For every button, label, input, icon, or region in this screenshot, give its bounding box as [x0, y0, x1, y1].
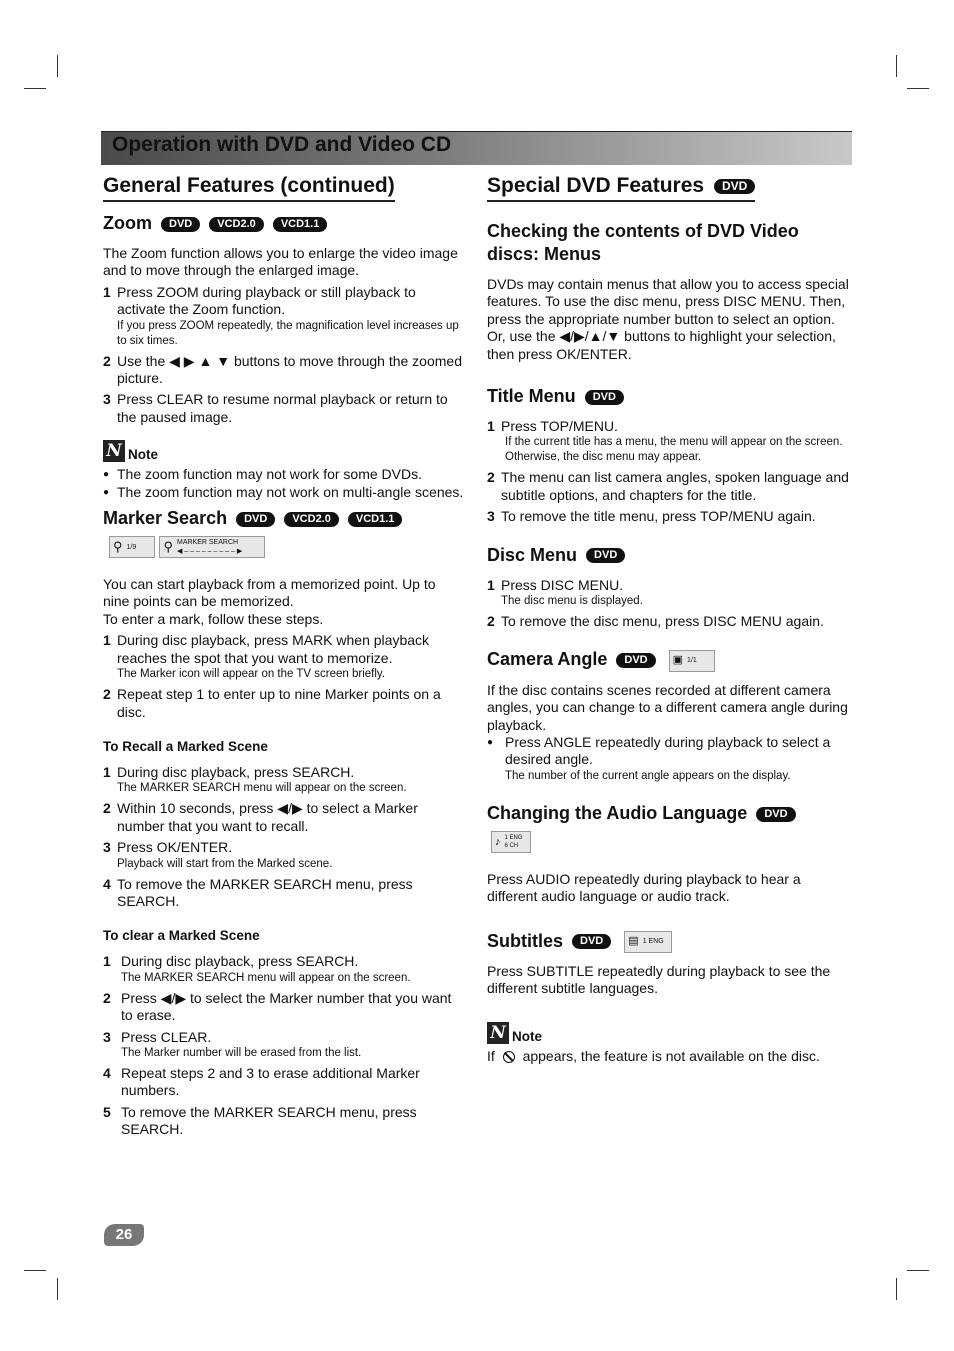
clear-step: 2 Press ◀/▶ to select the Marker number that you want to erase. — [103, 989, 452, 1024]
marker-step: 2 Repeat step 1 to enter up to nine Marker points on a disc. — [103, 686, 441, 720]
crop-mark — [24, 88, 46, 89]
recall-step: 3 Press OK/ENTER. — [103, 839, 233, 856]
camera-angle-heading: Camera Angle DVD ▣ 1/1 — [487, 648, 849, 671]
disc-menu-step: 2 To remove the disc menu, press DISC MENU again. — [487, 613, 824, 630]
title-menu-step-detail: If the current title has a menu, the menu will appear on the screen. Otherwise, the disc menu may appear. — [505, 436, 843, 464]
dvd-badge: DVD — [714, 179, 755, 194]
marker-step-detail: The Marker icon will appear on the TV screen briefly. — [117, 668, 386, 681]
right-note-text: If appears, the feature is not available on the disc. — [487, 1047, 820, 1064]
camera-angle-detail: The number of the current angle appears on the display. — [505, 769, 791, 782]
audio-osd: ♪ 1 ENG 6 CH — [491, 831, 531, 853]
crop-mark — [57, 55, 58, 77]
audio-icon: ♪ — [495, 835, 501, 848]
marker-title: Marker Search — [103, 508, 228, 529]
clear-heading: To clear a Marked Scene — [103, 928, 260, 944]
marker-search-osd: ⚲ MARKER SEARCH ◀ – – – – – – – – – ▶ — [159, 536, 265, 558]
clear-step: 3 Press CLEAR. — [103, 1028, 212, 1045]
angle-osd: ▣ 1/1 — [669, 650, 715, 672]
page-number: 26 — [104, 1224, 144, 1246]
camera-icon: ▣ — [672, 654, 684, 667]
recall-heading: To Recall a Marked Scene — [103, 738, 268, 754]
dvd-badge: DVD — [585, 390, 624, 405]
clear-step: 4 Repeat steps 2 and 3 to erase additional Marker numbers. — [103, 1064, 420, 1099]
dvd-badge: DVD — [756, 807, 795, 822]
marker-intro: To enter a mark, follow these steps. — [103, 610, 324, 627]
audio-language-text: Press AUDIO repeatedly during playback to hear a different audio language or audio track. — [487, 870, 801, 905]
title-menu-step: 3 To remove the title menu, press TOP/MENU again. — [487, 508, 816, 525]
page-title: Operation with DVD and Video CD — [112, 133, 452, 156]
clear-step: 5 To remove the MARKER SEARCH menu, press SEARCH. — [103, 1103, 417, 1138]
dvd-badge: DVD — [586, 548, 625, 563]
menus-text: DVDs may contain menus that allow you to access special features. To use the disc menu, press DISC MENU. Then, press the appropriate number button to select an option. Or, use the ◀/▶/▲/▼ buttons to highlight your selection, then press OK/ENTER. — [487, 276, 849, 362]
marker-icon: ⚲ — [163, 539, 173, 555]
subtitles-text: Press SUBTITLE repeatedly during playback to see the different subtitle languages. — [487, 962, 831, 997]
vcd11-badge: VCD1.1 — [273, 217, 328, 232]
note-item: ● The zoom function may not work on multi-angle scenes. — [103, 484, 465, 501]
dvd-badge: DVD — [236, 512, 275, 527]
marker-osd: ⚲ 1/9 — [109, 536, 155, 558]
vcd11-badge: VCD1.1 — [348, 512, 403, 527]
note-label: Note — [128, 447, 158, 463]
right-column — [487, 170, 849, 1065]
zoom-heading — [103, 212, 465, 235]
crop-mark — [896, 55, 897, 77]
note-icon: N — [487, 1022, 509, 1044]
zoom-step: 1 Press ZOOM during playback or still playback to activate the Zoom function. — [103, 283, 416, 318]
clear-step-detail: The MARKER SEARCH menu will appear on the screen. — [121, 971, 411, 984]
recall-step: 4 To remove the MARKER SEARCH menu, press SEARCH. — [103, 875, 413, 909]
marker-heading — [103, 507, 465, 530]
special-features-heading: Special DVD Features DVD — [487, 174, 755, 202]
subtitle-icon: ▤ — [628, 935, 639, 948]
disc-menu-step-detail: The disc menu is displayed. — [501, 595, 643, 608]
menus-heading: Checking the contents of DVD Video discs: Menus — [487, 221, 799, 264]
dvd-badge: DVD — [572, 934, 611, 949]
subtitles-heading: Subtitles DVD ▤ 1 ENG — [487, 930, 849, 953]
zoom-step-detail: If you press ZOOM repeatedly, the magnification level increases up to six times. — [117, 319, 459, 347]
marker-step: 1 During disc playback, press MARK when playback reaches the spot that you want to memorize. — [103, 632, 430, 666]
zoom-note — [103, 440, 465, 462]
camera-angle-text: If the disc contains scenes recorded at different camera angles, you can change to a different camera angle during playback. — [487, 681, 848, 733]
zoom-step: 3 Press CLEAR to resume normal playback or return to the paused image. — [103, 391, 448, 425]
vcd20-badge: VCD2.0 — [284, 512, 339, 527]
audio-osd-row — [491, 831, 849, 853]
crop-mark — [57, 1278, 58, 1300]
crop-mark — [896, 1278, 897, 1300]
title-menu-step: 2 The menu can list camera angles, spoken language and subtitle options, and chapters for the title. — [487, 469, 849, 503]
marker-icon: ⚲ — [113, 539, 123, 555]
dvd-badge: DVD — [161, 217, 200, 232]
clear-step: 1 During disc playback, press SEARCH. — [103, 953, 359, 970]
section-heading: General Features (continued) — [103, 174, 395, 202]
note-icon: N — [103, 440, 125, 462]
vcd20-badge: VCD2.0 — [209, 217, 264, 232]
prohibited-icon — [503, 1051, 515, 1063]
title-menu-step: 1 Press TOP/MENU. — [487, 418, 618, 435]
right-note — [487, 1022, 849, 1044]
recall-step-detail: Playback will start from the Marked scene. — [117, 857, 333, 870]
recall-step: 1 During disc playback, press SEARCH. — [103, 763, 355, 780]
zoom-intro: The Zoom function allows you to enlarge the video image and to move through the enlarged image. — [103, 245, 458, 279]
marker-osd-row — [109, 536, 465, 558]
camera-angle-bullet: ● Press ANGLE repeatedly during playback to select a desired angle. — [487, 734, 849, 769]
dvd-badge: DVD — [616, 653, 655, 668]
crop-mark — [907, 88, 929, 89]
crop-mark — [24, 1270, 46, 1271]
clear-step-detail: The Marker number will be erased from the list. — [121, 1046, 362, 1059]
note-label: Note — [512, 1028, 542, 1044]
audio-language-heading: Changing the Audio Language DVD — [487, 802, 849, 825]
zoom-title: Zoom — [103, 213, 152, 233]
disc-menu-heading: Disc Menu DVD — [487, 544, 849, 567]
left-column — [103, 170, 465, 1139]
recall-step-detail: The MARKER SEARCH menu will appear on the screen. — [117, 782, 407, 795]
zoom-step: 2 Use the ◀ ▶ ▲ ▼ buttons to move through the zoomed picture. — [103, 352, 462, 387]
note-item: ● The zoom function may not work for some DVDs. — [103, 466, 465, 483]
marker-intro: You can start playback from a memorized point. Up to nine points can be memorized. — [103, 576, 436, 610]
title-menu-heading: Title Menu DVD — [487, 385, 849, 408]
crop-mark — [907, 1270, 929, 1271]
disc-menu-step: 1 Press DISC MENU. — [487, 576, 624, 593]
subtitle-osd: ▤ 1 ENG — [624, 931, 672, 953]
recall-step: 2 Within 10 seconds, press ◀/▶ to select a Marker number that you want to recall. — [103, 800, 418, 834]
